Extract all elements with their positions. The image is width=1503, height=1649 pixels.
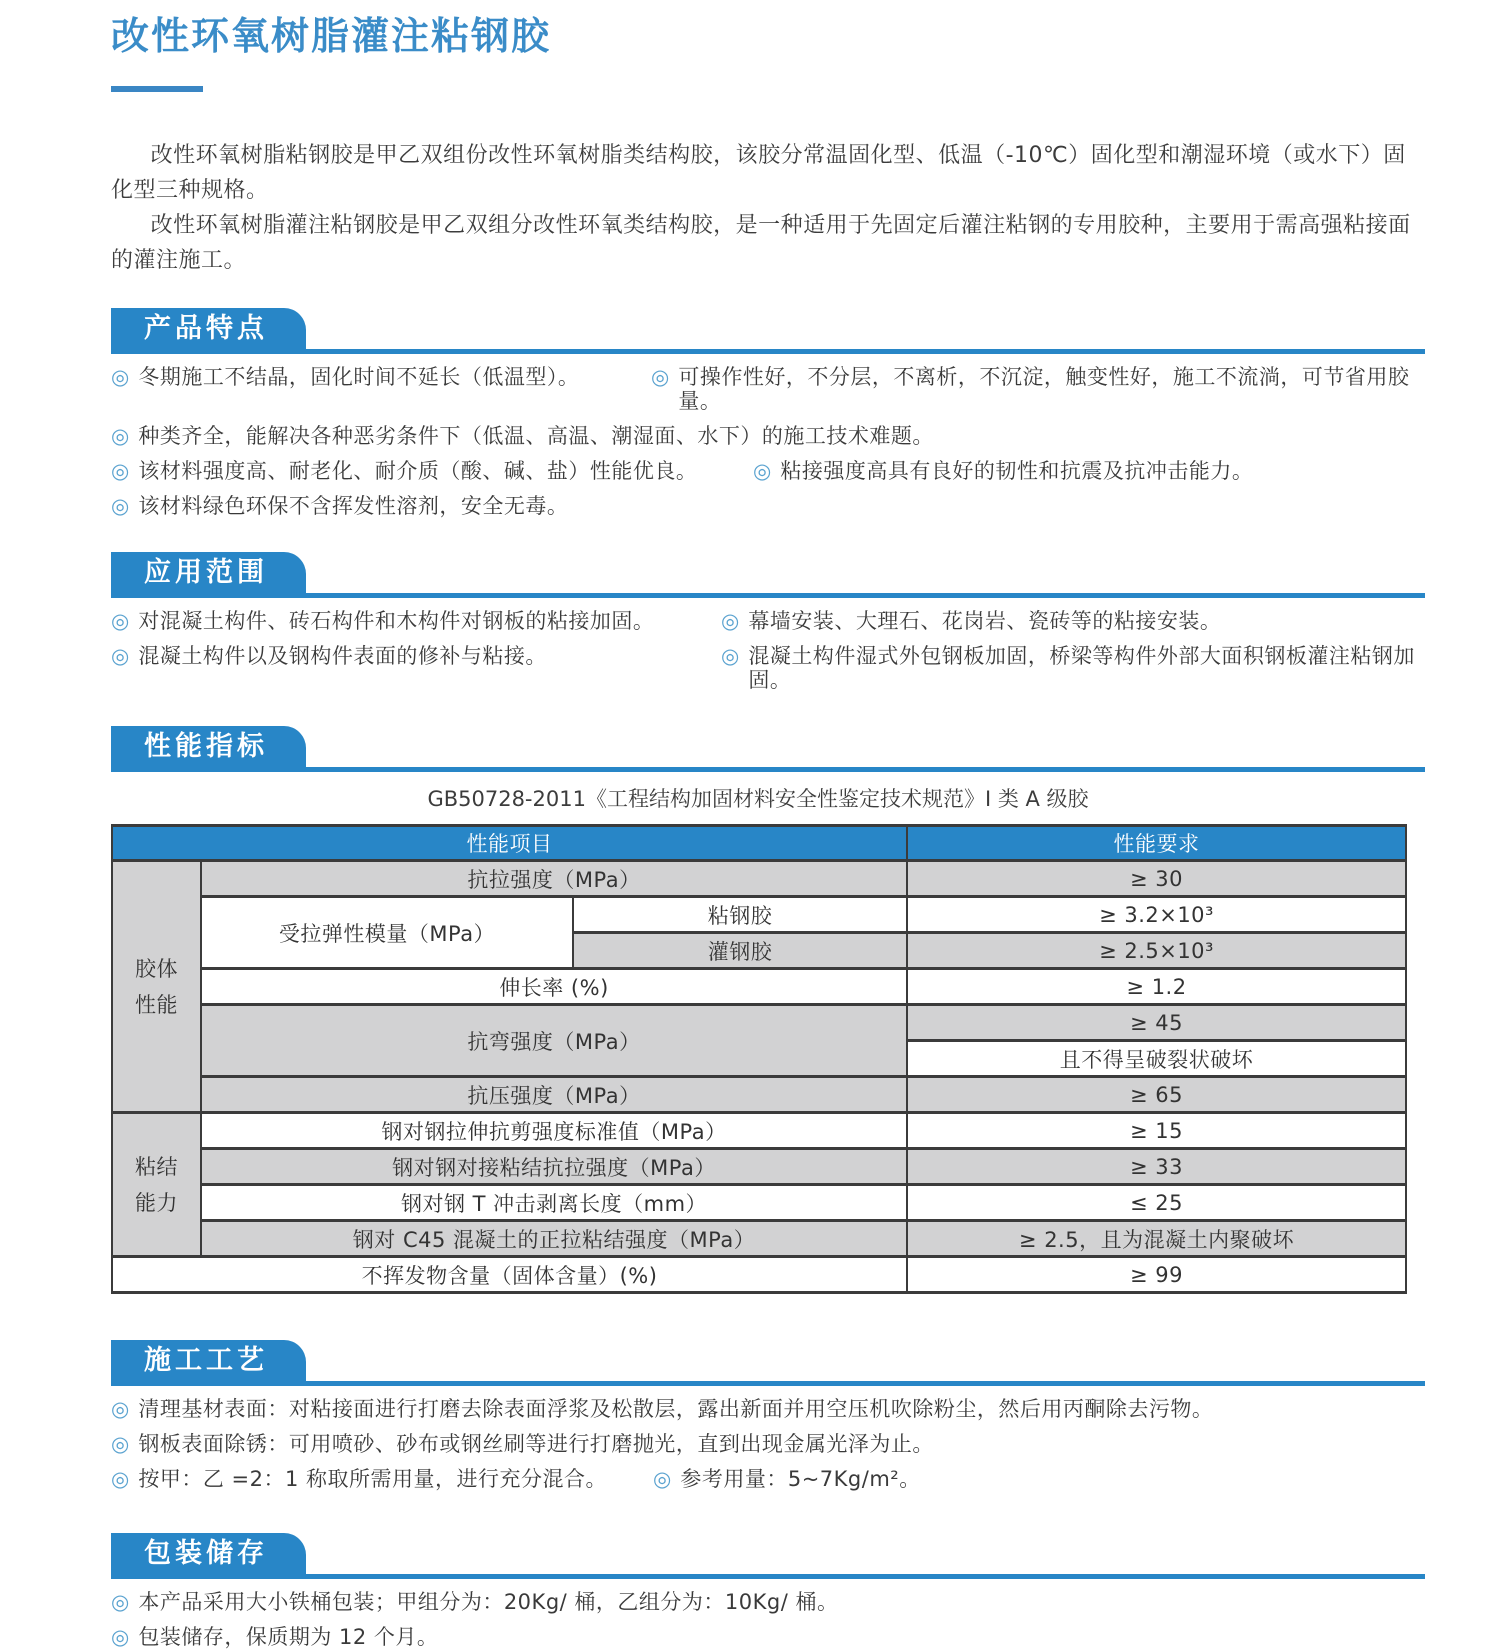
list-item-text: 混凝土构件以及钢构件表面的修补与粘接。 xyxy=(138,644,547,668)
perf-cell-elongation: 伸长率 (%) xyxy=(201,969,907,1005)
list-item-text: 该材料强度高、耐老化、耐介质（酸、碱、盐）性能优良。 xyxy=(138,459,698,483)
bullseye-bullet-icon: ◎ xyxy=(651,365,670,389)
list-item xyxy=(111,1625,438,1649)
bullseye-bullet-icon: ◎ xyxy=(111,459,130,483)
perf-req-t-impact-peel-length: ≤ 25 xyxy=(907,1185,1406,1221)
perf-req-steel-bonding-adhesive: ≥ 3.2×10³ xyxy=(907,897,1406,933)
bullseye-bullet-icon: ◎ xyxy=(721,644,740,668)
table-row xyxy=(112,1149,1406,1185)
perf-req-compressive-strength: ≥ 65 xyxy=(907,1077,1406,1113)
bullseye-bullet-icon: ◎ xyxy=(111,1467,130,1491)
list-row xyxy=(111,424,1425,448)
table-caption: GB50728-2011《工程结构加固材料安全性鉴定技术规范》I 类 A 级胶 xyxy=(427,787,1089,811)
section-tab-product-features: 产品特点 xyxy=(111,308,306,349)
list-item xyxy=(721,609,1221,633)
list-item xyxy=(111,1397,1213,1421)
bullseye-bullet-icon: ◎ xyxy=(721,609,740,633)
perf-req-elongation: ≥ 1.2 xyxy=(907,969,1406,1005)
list-item-text: 粘接强度高具有良好的韧性和抗震及抗冲击能力。 xyxy=(780,459,1254,483)
list-item xyxy=(111,1432,934,1456)
list-item xyxy=(111,1467,653,1491)
perf-cell-compressive-strength: 抗压强度（MPa） xyxy=(201,1077,907,1113)
perf-cell-tensile-elastic-modulus: 受拉弹性模量（MPa） xyxy=(201,897,573,969)
list-row xyxy=(111,1432,1425,1456)
section-packaging-storage xyxy=(111,1533,1425,1649)
bullseye-bullet-icon: ◎ xyxy=(111,424,130,448)
list-item-text: 按甲：乙 =2：1 称取所需用量，进行充分混合。 xyxy=(138,1467,607,1491)
perf-cell-bending-strength: 抗弯强度（MPa） xyxy=(201,1005,907,1077)
bullseye-bullet-icon: ◎ xyxy=(111,644,130,668)
performance-table xyxy=(111,824,1407,1294)
section-heading-bar xyxy=(111,726,1425,772)
features-list xyxy=(111,365,1425,518)
bullseye-bullet-icon: ◎ xyxy=(111,609,130,633)
list-item xyxy=(111,424,934,448)
perf-cell-butt-tensile-strength: 钢对钢对接粘结抗拉强度（MPa） xyxy=(201,1149,907,1185)
application-list xyxy=(111,609,1425,692)
perf-cell-t-impact-peel-length: 钢对钢 T 冲击剥离长度（mm） xyxy=(201,1185,907,1221)
bullseye-bullet-icon: ◎ xyxy=(111,1432,130,1456)
list-row xyxy=(111,1625,1425,1649)
section-tab-construction-process: 施工工艺 xyxy=(111,1340,306,1381)
table-row xyxy=(112,1185,1406,1221)
list-row xyxy=(111,459,1425,483)
list-item-text: 该材料绿色环保不含挥发性溶剂，安全无毒。 xyxy=(138,494,569,518)
intro-paragraph-2: 改性环氧树脂灌注粘钢胶是甲乙双组分改性环氧类结构胶，是一种适用于先固定后灌注粘钢的专用胶种，主要用于需高强粘接面的灌注施工。 xyxy=(111,213,1411,273)
list-row xyxy=(111,1590,1425,1614)
perf-cell-steel-bonding-adhesive: 粘钢胶 xyxy=(573,897,907,933)
bullseye-bullet-icon: ◎ xyxy=(111,1397,130,1421)
section-product-features xyxy=(111,308,1425,518)
list-item xyxy=(111,644,721,692)
section-tab-application-scope: 应用范围 xyxy=(111,552,306,593)
list-item-text: 幕墙安装、大理石、花岗岩、瓷砖等的粘接安装。 xyxy=(748,609,1222,633)
list-row xyxy=(111,1467,1425,1491)
list-row xyxy=(111,494,1425,518)
table-row xyxy=(112,1221,1406,1257)
section-performance-index xyxy=(111,726,1425,1294)
perf-req-bending-failure-mode: 且不得呈破裂状破坏 xyxy=(907,1041,1406,1077)
list-item-text: 冬期施工不结晶，固化时间不延长（低温型）。 xyxy=(138,365,580,389)
list-item-text: 对混凝土构件、砖石构件和木构件对钢板的粘接加固。 xyxy=(138,609,655,633)
table-row xyxy=(112,1077,1406,1113)
intro-block xyxy=(111,138,1425,278)
perf-req-butt-tensile-strength: ≥ 33 xyxy=(907,1149,1406,1185)
construction-list xyxy=(111,1397,1425,1491)
perf-cell-tensile-strength: 抗拉强度（MPa） xyxy=(201,861,907,897)
title-underline-dash xyxy=(111,86,203,92)
section-heading-bar xyxy=(111,1533,1425,1579)
list-item xyxy=(111,609,721,633)
packaging-list xyxy=(111,1590,1425,1649)
list-row xyxy=(111,1397,1425,1421)
list-row xyxy=(111,609,1425,633)
table-row xyxy=(112,861,1406,897)
section-application-scope xyxy=(111,552,1425,692)
section-tab-packaging-storage: 包装储存 xyxy=(111,1533,306,1574)
table-row xyxy=(112,1257,1406,1293)
perf-req-tensile-strength: ≥ 30 xyxy=(907,861,1406,897)
list-item xyxy=(111,459,753,483)
list-item-text: 混凝土构件湿式外包钢板加固，桥梁等构件外部大面积钢板灌注粘钢加固。 xyxy=(748,644,1415,692)
bullseye-bullet-icon: ◎ xyxy=(111,1590,130,1614)
group-cell-bonding-capability: 粘结能力 xyxy=(112,1113,201,1257)
perf-req-pouring-steel-adhesive: ≥ 2.5×10³ xyxy=(907,933,1406,969)
page-title: 改性环氧树脂灌注粘钢胶 xyxy=(111,14,552,58)
list-item-text: 可操作性好，不分层，不离析，不沉淀，触变性好，施工不流淌，可节省用胶量。 xyxy=(678,365,1410,413)
column-header-requirement: 性能要求 xyxy=(907,826,1406,861)
list-item xyxy=(111,365,651,413)
group-cell-adhesive-properties: 胶体性能 xyxy=(112,861,201,1113)
section-heading-bar xyxy=(111,552,1425,598)
table-row xyxy=(112,897,1406,933)
list-item xyxy=(111,494,568,518)
list-item-text: 包装储存，保质期为 12 个月。 xyxy=(138,1625,439,1649)
table-row xyxy=(112,1113,1406,1149)
section-heading-bar xyxy=(111,308,1425,354)
list-item xyxy=(111,1590,838,1614)
bullseye-bullet-icon: ◎ xyxy=(653,1467,672,1491)
column-header-item: 性能项目 xyxy=(112,826,907,861)
list-item-text: 种类齐全，能解决各种恶劣条件下（低温、高温、潮湿面、水下）的施工技术难题。 xyxy=(138,424,934,448)
list-item xyxy=(651,365,1425,413)
bullseye-bullet-icon: ◎ xyxy=(111,494,130,518)
section-construction-process xyxy=(111,1340,1425,1491)
table-row xyxy=(112,1005,1406,1041)
list-item xyxy=(721,644,1425,692)
section-tab-performance-index: 性能指标 xyxy=(111,726,306,767)
perf-cell-steel-shear-strength: 钢对钢拉伸抗剪强度标准值（MPa） xyxy=(201,1113,907,1149)
perf-req-bending-strength: ≥ 45 xyxy=(907,1005,1406,1041)
perf-cell-concrete-bond-strength: 钢对 C45 混凝土的正拉粘结强度（MPa） xyxy=(201,1221,907,1257)
perf-req-steel-shear-strength: ≥ 15 xyxy=(907,1113,1406,1149)
list-item xyxy=(653,1467,921,1491)
list-row xyxy=(111,644,1425,692)
perf-req-nonvolatile-content: ≥ 99 xyxy=(907,1257,1406,1293)
list-item-text: 本产品采用大小铁桶包装；甲组分为：20Kg/ 桶，乙组分为：10Kg/ 桶。 xyxy=(138,1590,839,1614)
intro-paragraph-1: 改性环氧树脂粘钢胶是甲乙双组份改性环氧树脂类结构胶，该胶分常温固化型、低温（-10℃）固化型和潮湿环境（或水下）固化型三种规格。 xyxy=(111,143,1406,203)
table-header-row xyxy=(112,826,1406,861)
bullseye-bullet-icon: ◎ xyxy=(753,459,772,483)
bullseye-bullet-icon: ◎ xyxy=(111,1625,130,1649)
table-row xyxy=(112,969,1406,1005)
list-item-text: 钢板表面除锈：可用喷砂、砂布或钢丝刷等进行打磨抛光，直到出现金属光泽为止。 xyxy=(138,1432,934,1456)
list-item-text: 参考用量：5~7Kg/m²。 xyxy=(680,1467,921,1491)
section-heading-bar xyxy=(111,1340,1425,1386)
perf-cell-nonvolatile-content: 不挥发物含量（固体含量）(%) xyxy=(112,1257,907,1293)
perf-req-concrete-bond-strength: ≥ 2.5，且为混凝土内聚破坏 xyxy=(907,1221,1406,1257)
list-item xyxy=(753,459,1253,483)
list-item-text: 清理基材表面：对粘接面进行打磨去除表面浮浆及松散层，露出新面并用空压机吹除粉尘，然后用丙酮除去污物。 xyxy=(138,1397,1214,1421)
list-row xyxy=(111,365,1425,413)
bullseye-bullet-icon: ◎ xyxy=(111,365,130,389)
perf-cell-pouring-steel-adhesive: 灌钢胶 xyxy=(573,933,907,969)
